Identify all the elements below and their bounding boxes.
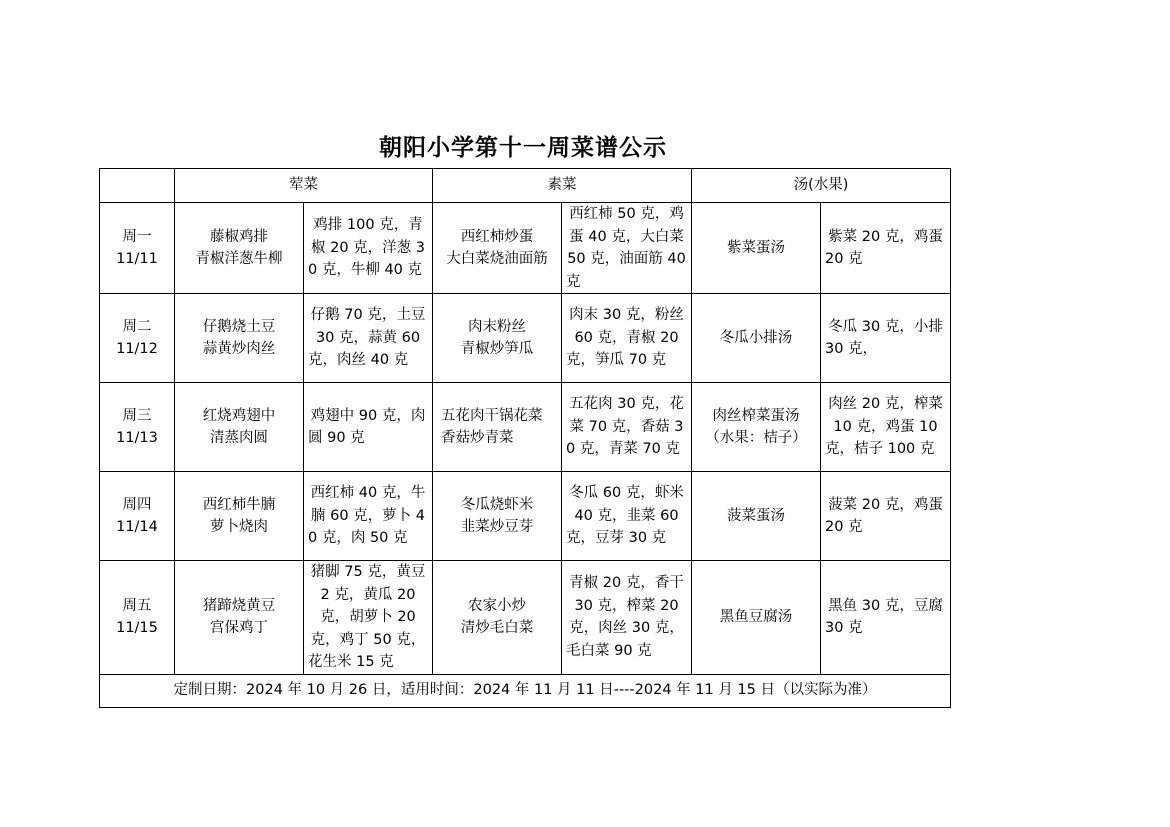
day-cell [100,203,175,294]
table-row [100,203,951,294]
menu-table [99,168,951,708]
meat-ingredients: 西红柿 40 克，牛腩 60 克，萝卜 40 克，肉 50 克 [304,472,433,561]
day-label: 周二 [122,318,152,335]
veg-dishes: 西红柿炒蛋 大白菜烧油面筋 [433,203,562,294]
day-cell [100,294,175,383]
meat-dishes: 猪蹄烧黄豆 宫保鸡丁 [175,561,304,675]
soup-dish: 紫菜蛋汤 [692,203,821,294]
meat-dishes: 仔鹅烧土豆 蒜黄炒肉丝 [175,294,304,383]
day-label: 周三 [122,407,152,424]
header-row [100,169,951,203]
meat-ingredients: 鸡排 100 克，青椒 20 克，洋葱 30 克，牛柳 40 克 [304,203,433,294]
soup-dish: 菠菜蛋汤 [692,472,821,561]
header-meat: 荤菜 [175,169,433,203]
day-cell [100,561,175,675]
day-label: 周四 [122,496,152,513]
veg-ingredients: 五花肉 30 克，花菜 70 克，香菇 30 克，青菜 70 克 [562,383,692,472]
table-row [100,561,951,675]
day-label: 周一 [122,228,152,245]
header-veg: 素菜 [433,169,692,203]
day-cell [100,472,175,561]
page-title: 朝阳小学第十一周菜谱公示 [379,135,667,161]
soup-ingredients: 冬瓜 30 克，小排 30 克， [821,294,951,383]
header-blank-cell [100,169,175,203]
soup-dish: 黑鱼豆腐汤 [692,561,821,675]
veg-ingredients: 青椒 20 克，香干 30 克，榨菜 20 克，肉丝 30 克，毛白菜 90 克 [562,561,692,675]
soup-dish: 肉丝榨菜蛋汤 （水果：桔子） [692,383,821,472]
day-cell [100,383,175,472]
veg-dishes: 五花肉干锅花菜 香菇炒青菜 [433,383,562,472]
date-label: 11/12 [116,341,158,357]
date-label: 11/11 [116,251,158,267]
meat-ingredients: 鸡翅中 90 克，肉圆 90 克 [304,383,433,472]
table-row [100,383,951,472]
meat-ingredients: 猪脚 75 克，黄豆 2 克，黄瓜 20 克，胡萝卜 20 克，鸡丁 50 克，花生米 15 克 [304,561,433,675]
meat-dishes: 西红柿牛腩 萝卜烧肉 [175,472,304,561]
meat-ingredients: 仔鹅 70 克，土豆 30 克，蒜黄 60 克，肉丝 40 克 [304,294,433,383]
veg-dishes: 农家小炒 清炒毛白菜 [433,561,562,675]
meat-dishes: 红烧鸡翅中 清蒸肉圆 [175,383,304,472]
soup-dish: 冬瓜小排汤 [692,294,821,383]
date-label: 11/14 [116,519,158,535]
meat-dishes: 藤椒鸡排 青椒洋葱牛柳 [175,203,304,294]
veg-dishes: 冬瓜烧虾米 韭菜炒豆芽 [433,472,562,561]
date-label: 11/13 [116,430,158,446]
veg-ingredients: 西红柿 50 克，鸡蛋 40 克，大白菜 50 克，油面筋 40 克 [562,203,692,294]
soup-ingredients: 黑鱼 30 克，豆腐 30 克 [821,561,951,675]
day-label: 周五 [122,597,152,614]
table-row [100,294,951,383]
soup-ingredients: 肉丝 20 克，榨菜 10 克，鸡蛋 10 克，桔子 100 克 [821,383,951,472]
header-soup: 汤(水果) [692,169,951,203]
date-label: 11/15 [116,620,158,637]
table-row [100,472,951,561]
soup-ingredients: 紫菜 20 克，鸡蛋 20 克 [821,203,951,294]
veg-ingredients: 肉末 30 克，粉丝 60 克，青椒 20 克，笋瓜 70 克 [562,294,692,383]
veg-dishes: 肉末粉丝 青椒炒笋瓜 [433,294,562,383]
veg-ingredients: 冬瓜 60 克，虾米 40 克，韭菜 60 克，豆芽 30 克 [562,472,692,561]
footer-row [100,674,951,707]
footer-note: 定制日期：2024 年 10 月 26 日，适用时间：2024 年 11 月 11 日----2024 年 11 月 15 日（以实际为准） [100,674,951,707]
soup-ingredients: 菠菜 20 克，鸡蛋 20 克 [821,472,951,561]
